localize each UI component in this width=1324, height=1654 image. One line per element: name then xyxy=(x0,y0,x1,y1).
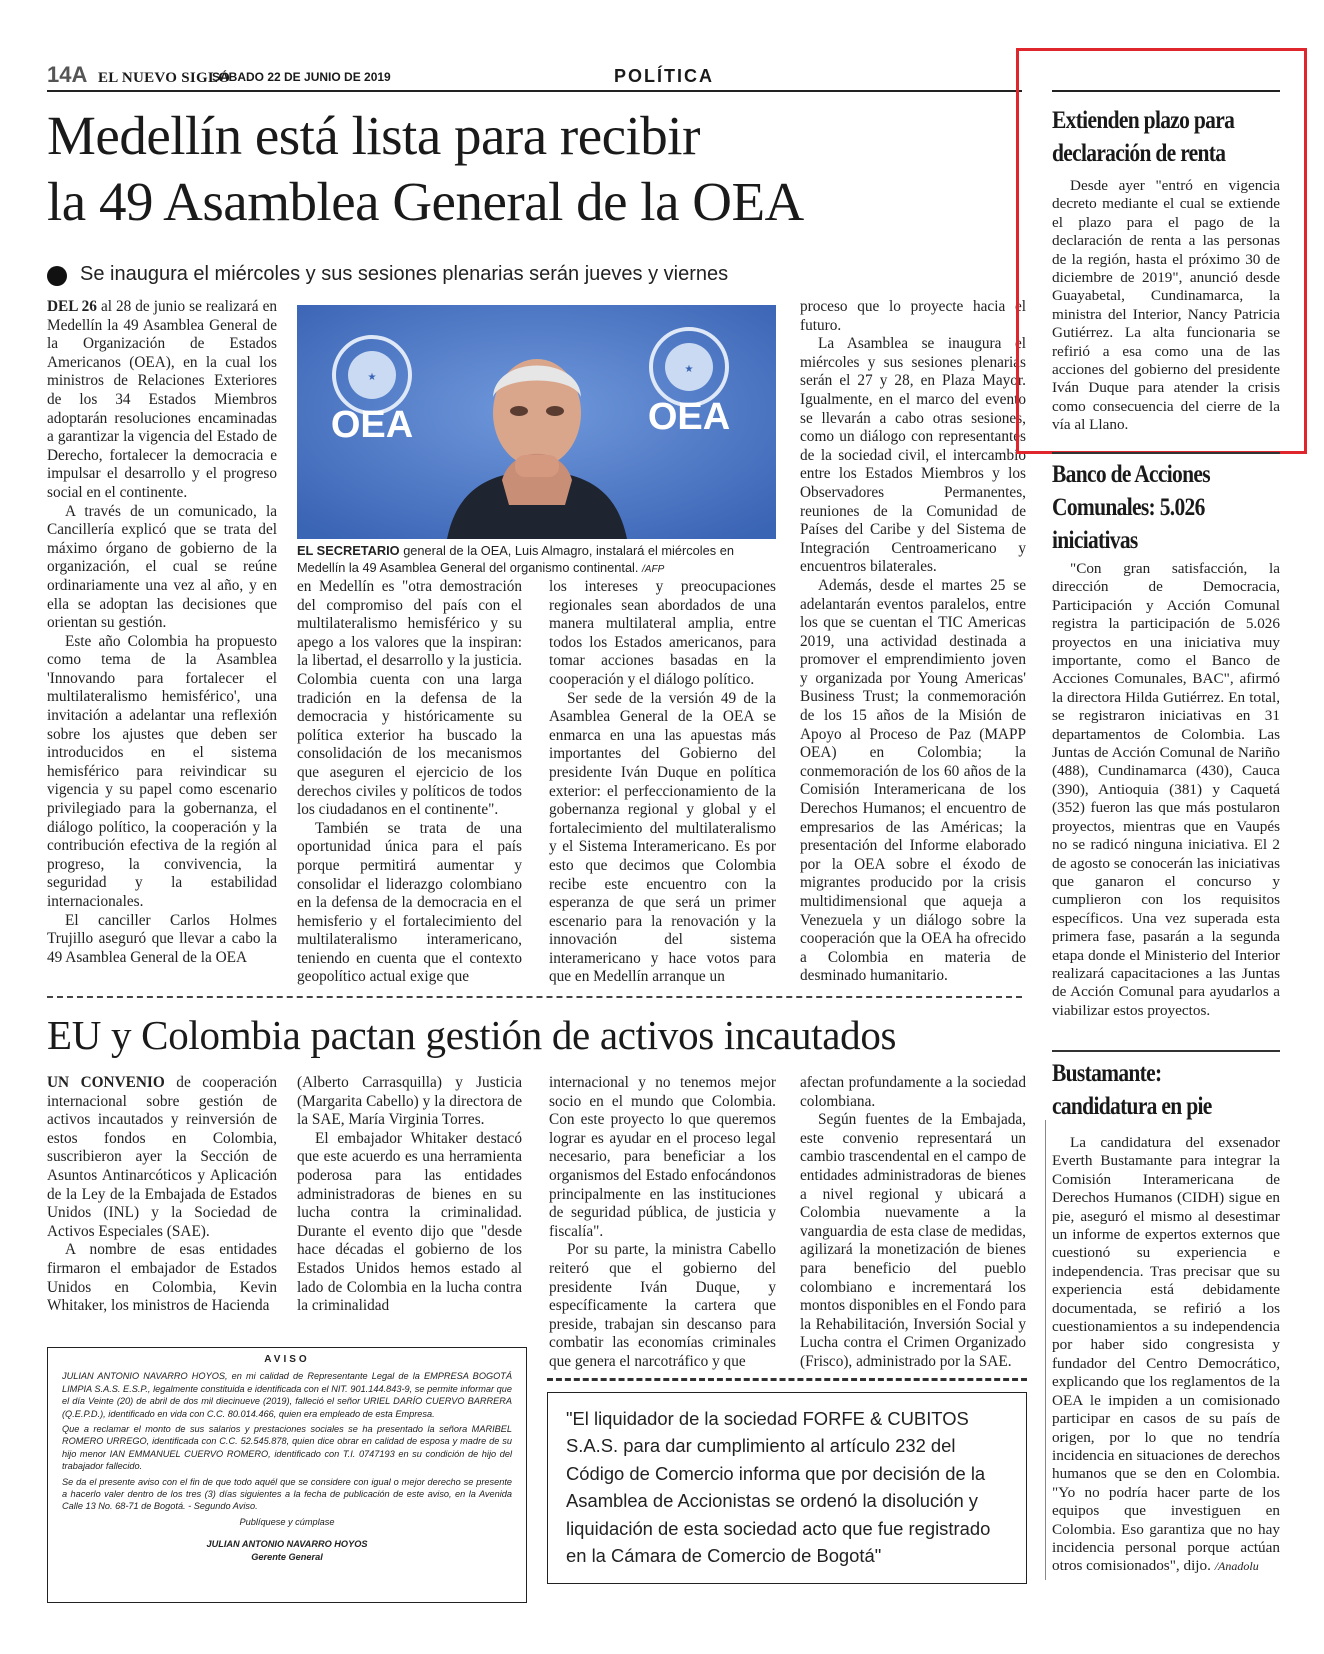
lead-kicker: UN CONVENIO xyxy=(47,1074,165,1091)
second-story-column-1 xyxy=(47,1074,277,1316)
paragraph: La Asamblea se inaugura el miércoles y sus sesiones plenarias serán el 27 y 28, en Plaza Mayor. Igualmente, en el marco del evento se llevarán a cabo otras sesiones, como un diálogo con representantes de la sociedad civil, el intercambio entre los Estados Miembros y los Observadores Permanentes, reuniones de la Comunidad de Países del Caribe y del Sistema de Integración Centroamericano y encuentros bilaterales. xyxy=(800,335,1026,576)
lead-text: al 28 de junio se realizará en Medellín la 49 Asamblea General de la Organización de Estados Americanos (OEA), en la cual los ministros de Relaciones Exteriores de los 34 Estados Miembros adoptarán resoluciones encaminadas a garantizar la vigencia del Estado de Derecho, fortalecer la democracia e impulsar el desarrollo y el progreso social en el continente. xyxy=(47,298,278,501)
banco-body xyxy=(1052,560,1280,1020)
sidebar-rule xyxy=(1052,452,1280,454)
bustamante-headline: Bustamante: candidatura en pie xyxy=(1052,1060,1212,1120)
oea-logo-right: OEA xyxy=(647,396,731,438)
paragraph: "Con gran satisfacción, la dirección de Democracia, Participación y Acción Comunal registra la participación de 5.026 proyectos en una iniciativa muy importante, como el Banco de Acciones Comunales, BAC", afirmó la directora Hilda Gutiérrez. En total, se registraron iniciativas en 31 departamentos de Colombia. Las Juntas de Acción Comunal de Nariño (488), Cundinamarca (430), Cauca (390), Antioquia (381) y Caquetá (352) fueron las que más postularon proyectos, mientras que en Vaupés no se radicó ninguna iniciativa. El 2 de agosto se conocerán las iniciativas que ganaron el concurso y cumplieron con los requisitos específicos. Una vez superada esta primera fase, pasarán a la segunda etapa donde el Ministerio del Interior realizará capacitaciones a las Juntas de Acción Comunal para ayudarlos a viabilizar estos proyectos. xyxy=(1052,560,1280,1019)
section-title: POLÍTICA xyxy=(614,66,714,86)
legal-notice-role: Gerente General xyxy=(251,1551,323,1562)
paragraph: Según fuentes de la Embajada, este convenio representará un cambio trascendental en el campo de entidades administradoras de bienes a nivel regional y ubicará a Colombia nuevamente a la vanguardia de esta clase de medidas, agilizará la monetización de bienes para beneficio del pueblo colombiano e incrementará los montos disponibles en el Fondo para la Rehabilitación, Inversión Social y Lucha contra el Crimen Organizado (Frisco), administrado por la SAE. xyxy=(800,1111,1026,1370)
second-headline: EU y Colombia pactan gestión de activos incautados xyxy=(47,1012,897,1058)
main-story-column-1 xyxy=(47,298,277,967)
page-number: 14A xyxy=(47,62,88,87)
svg-text:★: ★ xyxy=(684,364,694,375)
bustamante-body xyxy=(1052,1134,1280,1576)
second-story-column-2 xyxy=(297,1074,522,1316)
paragraph: Este año Colombia ha propuesto como tema de la Asamblea 'Innovando para fortalecer el multilateralismo hemisférico', una invitación a adelantar una reflexión sobre los ajustes que deben ser introducidos en el sistema hemisférico para reivindicar su vigencia y su papel como escenario privilegiado para la gobernanza, el diálogo político, la cooperación y la contribución efectiva de la región al progreso, la convivencia, la seguridad y la estabilidad internacionales. xyxy=(47,632,277,910)
paragraph: (Alberto Carrasquilla) y Justicia (Margarita Cabello) y la directora de la SAE, María Virginia Torres. xyxy=(297,1074,522,1129)
main-headline xyxy=(47,103,1007,235)
lead-kicker: DEL 26 xyxy=(47,298,97,315)
main-story-column-2 xyxy=(297,578,522,987)
header-rule xyxy=(47,90,1022,92)
caption-kicker: EL SECRETARIO xyxy=(297,543,400,558)
notice-separator xyxy=(547,1378,1027,1381)
banco-headline: Banco de Acciones Comunales: 5.026 iniciativas xyxy=(1052,461,1210,554)
paragraph: A nombre de esas entidades firmaron el embajador de Estados Unidos en Colombia, Kevin Whitaker, los ministros de Hacienda xyxy=(47,1241,277,1315)
paragraph: El embajador Whitaker destacó que este acuerdo es una herramienta poderosa para las entidades administradoras de bienes en su lucha contra la criminalidad. Durante el evento dijo que "desde hace décadas el gobierno de los Estados Unidos hemos estado al lado de Colombia en la lucha contra la criminalidad xyxy=(297,1129,522,1315)
bustamante-text: La candidatura del exsenador Everth Bustamante para integrar la Comisión Interamericana de Derechos Humanos (CIDH) sigue en pie, aseguró el mismo al desestimar un informe de expertos externos que cuestionó su experiencia e independencia. Tras precisar que su experiencia está debidamente documentada, se refirió a los cuestionamientos a su independencia por haber sido congresista y fundador del Centro Democrático, explicando que los reglamentos de la OEA le impiden a un comisionado participar en casos de su país de origen, por lo que no tendría incidencia en situaciones de derechos humanos que se den en Colombia. "Yo no podría hacer parte de los equipos que investiguen en Colombia. Eso garantiza que no hay incidencia personal porque actúan otros comisionados", dijo. xyxy=(1052,1134,1280,1575)
main-headline-line2: la 49 Asamblea General de la OEA xyxy=(47,171,804,232)
renta-body xyxy=(1052,177,1280,435)
legal-notice-paragraph: JULIAN ANTONIO NAVARRO HOYOS, en mi calidad de Representante Legal de la EMPRESA BOGOTÁ LIMPIA S.A.S. E.S.P., legalmente constituida e identificada con el NIT. 901.144.843-9, se permite informar que el día Veinte (20) de abril de dos mil diecinueve (2019), falleció el señor URIEL DARÍO CUERVO BARRERA (Q.E.P.D.), identificado en vida con C.C. 80.014.466, quien era empleado de esta Empresa. xyxy=(62,1371,512,1419)
issue-date: SÁBADO 22 DE JUNIO DE 2019 xyxy=(212,70,391,84)
paragraph: También se trata de una oportunidad única para el país porque permitirá aumentar y consolidar el liderazgo colombiano en la defensa de la democracia en el hemisferio y el fortalecimiento del multilateralismo interamericano, teniendo en cuenta que el contexto geopolítico actual exige que xyxy=(297,819,522,986)
legal-notice-paragraph: Que a reclamar el monto de sus salarios y prestaciones sociales se ha presentado la señora MARIBEL ROMERO URREGO, identificada con C.C. 52.545.878, quien dice obrar en calidad de esposa y madre de su hijo menor IAN EMMANUEL CUERVO ROMERO, identificado con T.I. 0747193 en su condición de hijo del trabajador fallecido. xyxy=(62,1424,512,1472)
story-separator xyxy=(47,996,1022,998)
photo-illustration xyxy=(297,305,776,539)
lead-text: de cooperación internacional sobre gestión de activos incautados y reinversión de estos fondos en Colombia, suscribieron ayer la Sección de Asuntos Antinarcóticos y Aplicación de la Ley de la Embajada de Estados Unidos (INL) y la Sociedad de Activos Especiales (SAE). xyxy=(47,1074,278,1240)
main-story-column-3 xyxy=(549,578,776,987)
main-headline-line1: Medellín está lista para recibir xyxy=(47,105,700,166)
paragraph: afectan profundamente a la sociedad colombiana. xyxy=(800,1074,1026,1110)
legal-notice-title: AVISO xyxy=(264,1354,310,1365)
oea-logo-left: OEA xyxy=(330,404,414,446)
paragraph: Además, desde el martes 25 se adelantarán eventos paralelos, entre los que se cuentan el TIC Americas 2019, una actividad destinada a promover el emprendimiento joven y organizada por Young Americas' Business Trust; la conmemoración de los 15 años de la Misión de Apoyo al Proceso de Paz (MAPP OEA) en Colombia; la conmemoración de los 60 años de la Comisión Interamericana de los Derechos Humanos; el encuentro de empresarios de las Américas; la presentación del Informe elaborado por la OEA sobre el éxodo de migrantes producido por la crisis multidimensional que aqueja a Venezuela y un diálogo sobre la cooperación que la OEA ha ofrecido a Colombia en materia de desminado humanitario. xyxy=(800,576,1026,985)
photo-caption xyxy=(297,543,776,578)
svg-text:★: ★ xyxy=(367,372,377,383)
newspaper-name: EL NUEVO SIGLO xyxy=(98,70,231,86)
legal-notice-closing: Publíquese y cúmplase xyxy=(239,1516,335,1527)
photo-credit: /AFP xyxy=(642,563,665,575)
main-story-column-4 xyxy=(800,298,1026,986)
legal-notice-box xyxy=(47,1347,527,1603)
bustamante-brief xyxy=(1052,1057,1302,1123)
second-story-lead xyxy=(47,1074,277,1241)
banco-brief xyxy=(1052,458,1302,557)
paragraph: los intereses y preocupaciones regionales sean abordados de una manera multilateral amplia, entre todos los Estados americanos, para tomar acciones basadas en la cooperación y el diálogo político. xyxy=(549,578,776,688)
second-story-column-3 xyxy=(549,1074,776,1372)
sidebar-rule xyxy=(1052,1050,1280,1052)
main-story-lead xyxy=(47,298,277,503)
paragraph: Ser sede de la versión 49 de la Asamblea General de la OEA se enmarca en una las apuestas más importantes del Gobierno del presidente Iván Duque en política exterior: el perfeccionamiento de la gobernanza regional y global y el fortalecimiento del multilateralismo y el Sistema Interamericano. Es por esto que decimos que Colombia recibe este encuentro con la esperanza de que será un primer escenario para la renovación y la innovación del sistema interamericano y hace votos para que en Medellín arranque un xyxy=(549,689,776,986)
almagro-photo xyxy=(297,305,776,539)
liquidation-notice-box: "El liquidador de la sociedad FORFE & CUBITOS S.A.S. para dar cumplimiento al artículo 232 del Código de Comercio informa que por decisión de la Asamblea de Accionistas se ordenó la disolución y liquidación de esta sociedad acto que fue registrado en la Cámara de Comercio de Bogotá" xyxy=(547,1392,1027,1584)
paragraph: en Medellín es "otra demostración del compromiso del país con el multilateralismo hemisférico y su apego a los valores que la inspiran: la libertad, el desarrollo y la justicia. Colombia cuenta con una larga tradición en la defensa de la democracia y históricamente su política exterior ha buscado la consolidación de los mecanismos que aseguren el ejercicio de los derechos civiles y políticos de todos los ciudadanos en el continente". xyxy=(297,578,522,819)
paragraph: internacional y no tenemos mejor socio en el mundo que Colombia. Con este proyecto lo que queremos lograr es ayudar en el proceso legal necesario, para beneficiar a los organismos del Estado enfocándonos principalmente en las instituciones de seguridad pública, de justicia y fiscalía". xyxy=(549,1074,777,1240)
renta-headline: Extienden plazo para declaración de renta xyxy=(1052,107,1235,167)
legal-notice-paragraph: Se da el presente aviso con el fin de que todo aquél que se considere con igual o mejor derecho se presente a hacerlo valer dentro de los tres (3) días siguientes a la fecha de publicación de este aviso, en la Avenida Calle 13 No. 68-71 de Bogotá. - Segundo Aviso. xyxy=(62,1476,512,1512)
paragraph: El canciller Carlos Holmes Trujillo aseguró que llevar a cabo la 49 Asamblea General de la OEA xyxy=(47,911,277,966)
paragraph: Por su parte, la ministra Cabello reiteró que el gobierno del presidente Iván Duque, y específicamente la cartera que preside, trabajan sin descanso para combatir las economías criminales que genera el narcotráfico y que xyxy=(549,1241,776,1370)
paragraph: Desde ayer "entró en vigencia decreto mediante el cual se extiende el plazo para el pago de la declaración de renta a las personas de la región, hasta el próximo 30 de diciembre de 2019", anunció desde Guayabetal, Cundinamarca, la ministra del Interior, Nancy Patricia Gutiérrez. La alta funcionaria se refirió a esa como una de las acciones del gobierno del presidente Iván Duque para atender la crisis como consecuencia del cierre de la vía al Llano. xyxy=(1052,177,1280,434)
paragraph xyxy=(1052,1134,1280,1576)
sidebar-rule xyxy=(1052,90,1280,92)
bullet-icon xyxy=(47,266,67,286)
paragraph: A través de un comunicado, la Cancillería explicó que se trata del máximo órgano de gobierno de la organización, el cual se reúne ordinariamente una vez al año, y en ella se adoptan las decisiones que orientan su gestión. xyxy=(47,502,277,632)
paragraph: proceso que lo proyecte hacia el futuro. xyxy=(800,298,1026,334)
bustamante-credit: /Anadolu xyxy=(1214,1559,1259,1574)
main-subheadline: Se inaugura el miércoles y sus sesiones plenarias serán jueves y viernes xyxy=(80,263,729,285)
caption-text: general de la OEA, Luis Almagro, instalará el miércoles en Medellín la 49 Asamblea General del organismo continental. xyxy=(297,543,734,575)
renta-brief xyxy=(1052,104,1302,170)
legal-notice-signer: JULIAN ANTONIO NAVARRO HOYOS xyxy=(206,1539,368,1550)
column-divider xyxy=(1045,1120,1046,1580)
second-story-column-4 xyxy=(800,1074,1026,1372)
